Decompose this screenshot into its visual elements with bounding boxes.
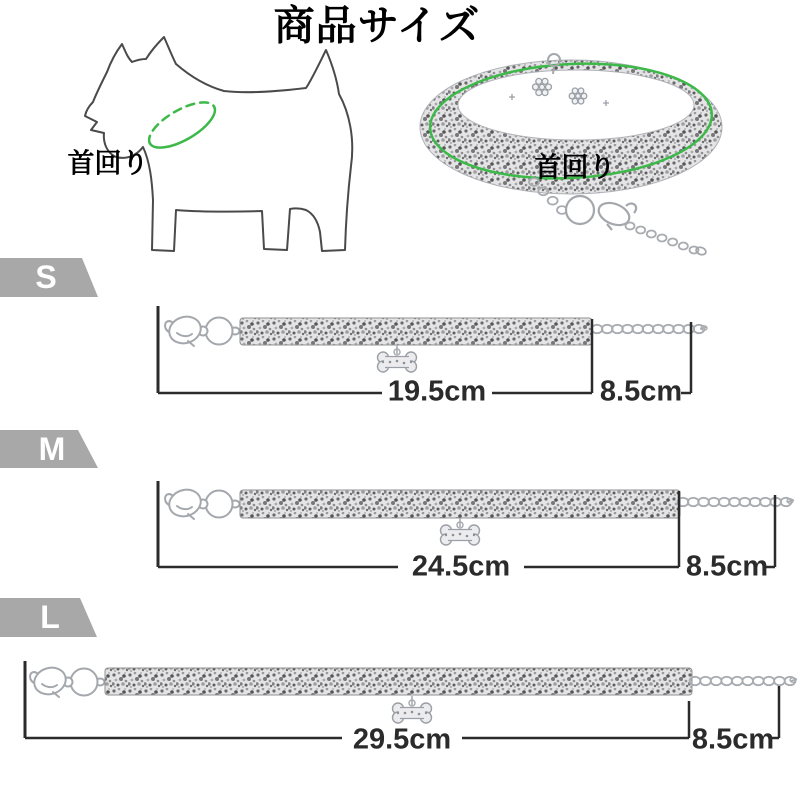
size-letter-s: S	[35, 259, 57, 295]
lobster-clasp-icon	[165, 313, 239, 348]
size-row-m	[0, 430, 794, 567]
rhinestone-band-s	[240, 318, 592, 345]
bone-pendant-icon	[393, 696, 432, 723]
band-length-s: 19.5cm	[387, 375, 487, 408]
ring-flower-ornaments	[509, 78, 609, 106]
dog-silhouette	[85, 37, 352, 251]
size-letter-m: M	[38, 431, 66, 467]
extension-chain-l	[690, 677, 796, 685]
band-length-l: 29.5cm	[352, 723, 452, 756]
ring-extension-chain-lower	[626, 222, 699, 253]
bone-pendant-icon	[441, 518, 480, 545]
size-letter-l: L	[40, 599, 60, 635]
page-title: 商品サイズ	[273, 2, 481, 49]
lobster-clasp-icon	[30, 664, 104, 699]
rhinestone-band-l	[105, 668, 692, 695]
neck-circumference-label-collar: 首回り	[534, 152, 616, 183]
neck-circumference-label-dog: 首回り	[67, 148, 149, 179]
extension-chain-s	[592, 325, 705, 333]
bone-pendant-icon	[378, 345, 417, 372]
band-length-m: 24.5cm	[411, 550, 511, 583]
extension-length-s: 8.5cm	[599, 375, 683, 408]
rhinestone-band-m	[240, 490, 680, 518]
extension-length-l: 8.5cm	[691, 723, 775, 756]
chain-end-drop	[695, 246, 707, 256]
lobster-clasp-icon	[165, 486, 239, 521]
size-row-s	[0, 258, 707, 393]
extension-length-m: 8.5cm	[685, 550, 769, 583]
size-row-l	[0, 598, 797, 738]
dog-outline-illustration	[85, 37, 352, 251]
